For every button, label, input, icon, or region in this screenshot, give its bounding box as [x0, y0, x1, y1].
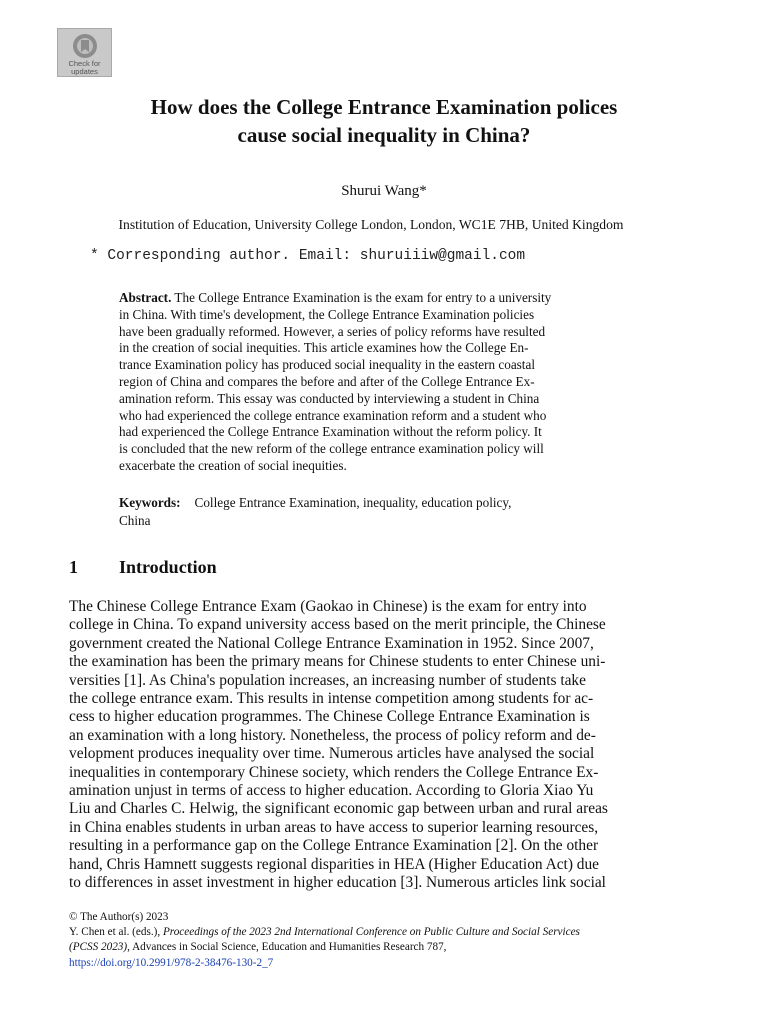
corresponding-author-email: * Corresponding author. Email: shuruiiiw@gmail.com	[90, 248, 526, 264]
citation-line: Y. Chen et al. (eds.), Proceedings of the 2023 2nd International Conference on Public Culture and Social Services	[69, 926, 580, 939]
abstract-label: Abstract.	[119, 290, 172, 305]
author-name: Shurui Wang*	[341, 183, 427, 199]
body-line: resulting in a performance gap on the College Entrance Examination [2]. On the other	[69, 837, 599, 855]
copyright-notice: © The Author(s) 2023	[69, 911, 169, 923]
abstract-line: region of China and compares the before and after of the College Entrance Ex-	[119, 373, 535, 389]
keywords-label: Keywords:	[119, 495, 181, 510]
abstract-line: have been gradually reformed. However, a series of policy reforms have resulted	[119, 323, 546, 339]
abstract-line: Abstract. The College Entrance Examination is the exam for entry to a university	[119, 290, 552, 305]
keywords-line: Keywords: College Entrance Examination, inequality, education policy,	[119, 495, 512, 510]
abstract-line: had experienced the College Entrance Examination without the reform policy. It	[119, 424, 542, 440]
abstract-line: is concluded that the new reform of the college entrance examination policy will	[119, 441, 544, 457]
keywords-line: China	[119, 512, 151, 528]
body-line: government created the National College Entrance Examination in 1952. Since 2007,	[69, 634, 594, 652]
body-line: college in China. To expand university access based on the merit principle, the Chinese	[69, 616, 606, 634]
section-number: 1	[69, 557, 78, 577]
badge-text: Check for updates	[68, 59, 101, 76]
doi-line	[69, 956, 580, 971]
body-line: cess to higher education programmes. The Chinese College Entrance Examination is	[69, 708, 590, 726]
body-line: amination unjust in terms of access to higher education. According to Gloria Xiao Yu	[69, 782, 594, 800]
bookmark-icon	[72, 33, 98, 59]
body-line: in China enables students in urban areas to have access to superior learning resources,	[69, 818, 599, 836]
body-text	[69, 598, 700, 893]
body-line: velopment produces inequality over time. Numerous articles have analysed the social	[69, 745, 595, 763]
abstract-line: in China. With time's development, the College Entrance Examination policies	[119, 306, 535, 322]
title-line: cause social inequality in China?	[237, 123, 531, 147]
abstract-line: trance Examination policy has produced social inequality in the eastern coastal	[119, 357, 535, 373]
body-line: The Chinese College Entrance Exam (Gaokao in Chinese) is the exam for entry into	[69, 598, 587, 615]
body-line: hand, Chris Hamnett suggests regional disparities in HEA (Higher Education Act) due	[69, 855, 600, 873]
abstract-line: who had experienced the college entrance examination reform and a student who	[119, 407, 547, 423]
title-line: How does the College Entrance Examination polices	[150, 95, 618, 119]
body-line: an examination with a long history. Nonetheless, the process of policy reform and de-	[69, 726, 596, 744]
body-line: Liu and Charles C. Helwig, the significant economic gap between urban and rural areas	[69, 800, 608, 818]
body-line: versities [1]. As China's population increases, an increasing number of students take	[69, 671, 586, 689]
body-line: to differences in asset investment in higher education [3]. Numerous articles link social	[69, 874, 606, 892]
body-line: inequalities in contemporary Chinese society, which renders the College Entrance Ex-	[69, 763, 599, 781]
abstract-line: in the creation of social inequities. This article examines how the College En-	[119, 340, 529, 356]
section-title: Introduction	[119, 557, 217, 577]
body-line: the college entrance exam. This results in intense competition among students for ac-	[69, 690, 594, 708]
body-line: the examination has been the primary means for Chinese students to enter Chinese uni-	[69, 653, 606, 671]
check-for-updates-badge[interactable]	[57, 28, 112, 77]
abstract-line: exacerbate the creation of social inequities.	[119, 457, 347, 473]
section-heading	[69, 557, 217, 578]
abstract-line: amination reform. This essay was conducted by interviewing a student in China	[119, 390, 540, 406]
keywords	[119, 494, 511, 529]
page-footer	[69, 910, 580, 971]
author-affiliation: Institution of Education, University College London, London, WC1E 7HB, United Kingdom	[118, 217, 624, 232]
paper-title	[40, 93, 728, 149]
doi-link[interactable]: https://doi.org/10.2991/978-2-38476-130-2_7	[69, 956, 274, 969]
abstract	[119, 290, 551, 475]
citation-line: (PCSS 2023), Advances in Social Science, Education and Humanities Research 787,	[69, 941, 447, 954]
